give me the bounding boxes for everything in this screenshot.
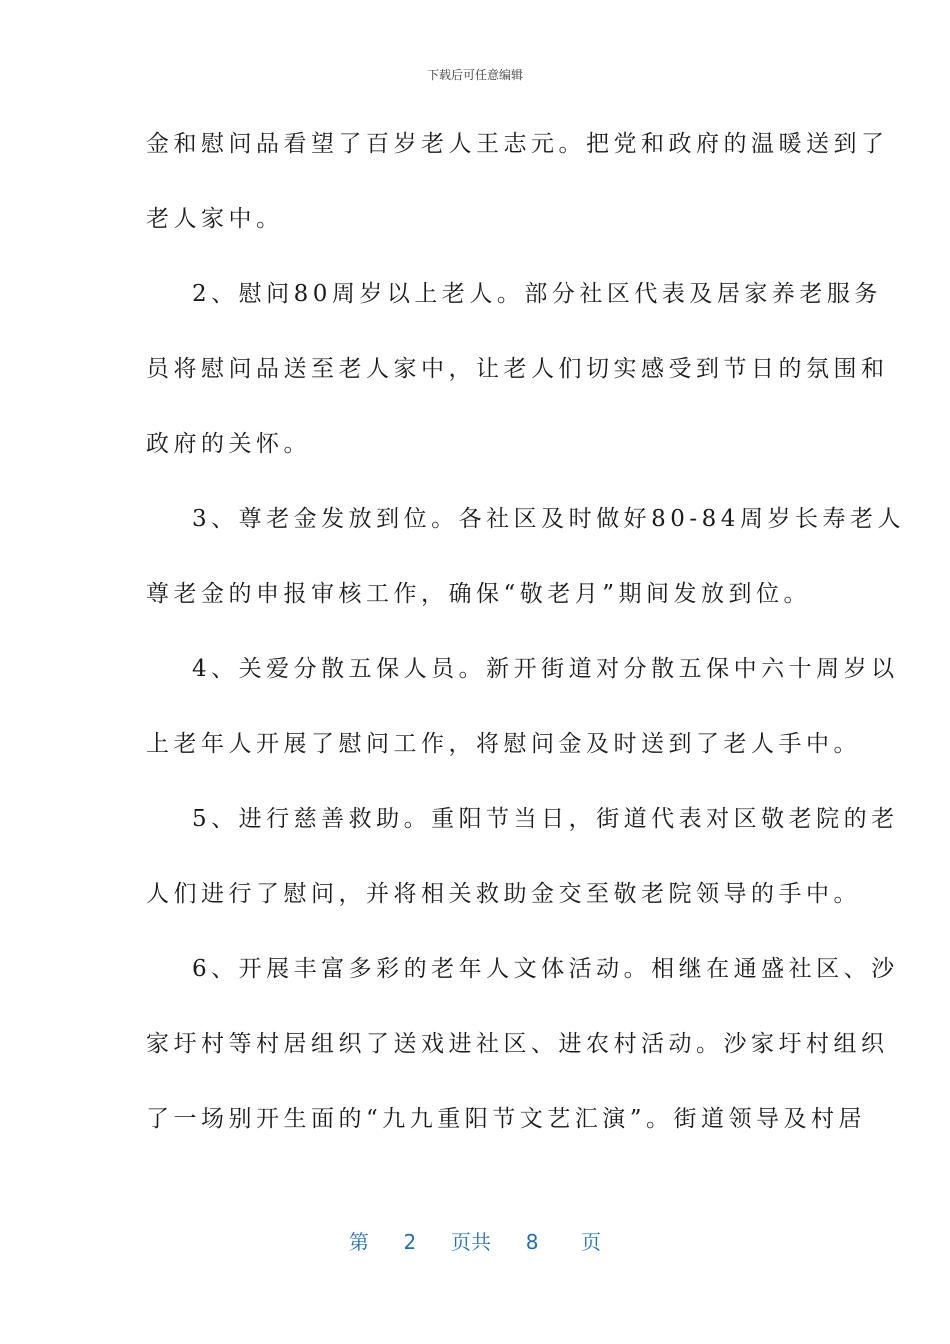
text-line: 金和慰问品看望了百岁老人王志元。把党和政府的温暖送到了 <box>146 131 889 157</box>
total-pages-number: 8 <box>525 1230 539 1254</box>
text-line: 政府的关怀。 <box>146 431 311 457</box>
text-line: 尊老金的申报审核工作，确保“敬老月”期间发放到位。 <box>146 581 812 607</box>
header-note: 下载后可任意编辑 <box>426 68 523 82</box>
text-line: 3、尊老金发放到位。各社区及时做好80-84周岁长寿老人 <box>192 506 905 532</box>
text-line: 人们进行了慰问，并将相关救助金交至敬老院领导的手中。 <box>146 881 861 907</box>
text-line: 老人家中。 <box>146 206 284 232</box>
text-line: 4、关爱分散五保人员。新开街道对分散五保中六十周岁以 <box>192 656 899 682</box>
text-line: 了一场别开生面的“九九重阳节文艺汇演”。街道领导及村居 <box>146 1106 867 1132</box>
text-line: 上老年人开展了慰问工作，将慰问金及时送到了老人手中。 <box>146 731 861 757</box>
text-line: 5、进行慈善救助。重阳节当日，街道代表对区敬老院的老 <box>192 806 899 832</box>
text-line: 员将慰问品送至老人家中，让老人们切实感受到节日的氛围和 <box>146 356 889 382</box>
text-line: 6、开展丰富多彩的老年人文体活动。相继在通盛社区、沙 <box>192 956 899 982</box>
text-line: 家圩村等村居组织了送戏进社区、进农村活动。沙家圩村组织 <box>146 1031 889 1057</box>
footer-prefix: 第 <box>348 1230 369 1254</box>
document-body <box>146 124 905 1174</box>
footer-suffix: 页 <box>581 1230 602 1254</box>
current-page-number: 2 <box>403 1230 417 1254</box>
page-number-footer <box>0 1226 950 1255</box>
text-line: 2、慰问80周岁以上老人。部分社区代表及居家养老服务 <box>192 281 882 307</box>
footer-middle: 页共 <box>451 1230 491 1254</box>
